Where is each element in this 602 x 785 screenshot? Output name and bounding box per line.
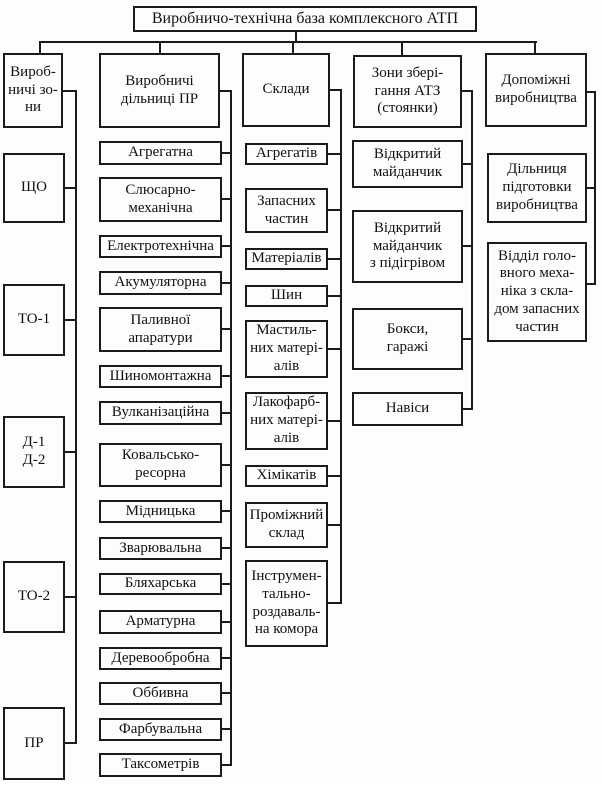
zone-daily-service: ЩО bbox=[3, 153, 65, 223]
section-armature: Арматурна bbox=[99, 610, 222, 634]
connector-line bbox=[586, 283, 594, 285]
connector-line bbox=[292, 42, 294, 53]
connector-line bbox=[327, 524, 340, 526]
connector-line bbox=[221, 583, 230, 585]
connector-line bbox=[221, 764, 230, 766]
connector-line bbox=[327, 348, 340, 350]
warehouse-chemicals: Хімікатів bbox=[245, 465, 328, 487]
section-akumulyatorna: Акумуляторна bbox=[99, 271, 222, 295]
connector-line bbox=[39, 42, 41, 53]
connector-line bbox=[534, 42, 536, 53]
section-tire-mounting: Шиномонтажна bbox=[99, 365, 222, 388]
connector-line bbox=[221, 621, 230, 623]
connector-line bbox=[221, 412, 230, 414]
warehouse-units: Агрегатів bbox=[245, 143, 328, 165]
connector-line bbox=[471, 90, 473, 410]
connector-line bbox=[230, 90, 232, 766]
connector-line bbox=[594, 91, 596, 285]
connector-line bbox=[221, 328, 230, 330]
section-vulcanization: Вулканізаційна bbox=[99, 401, 222, 425]
connector-line bbox=[221, 245, 230, 247]
header-production-zones: Вироб- ничі зо- ни bbox=[3, 53, 63, 128]
zone-to-2: ТО-2 bbox=[3, 561, 65, 633]
warehouse-intermediate: Проміжний склад bbox=[245, 502, 328, 548]
connector-line bbox=[462, 338, 471, 340]
connector-line bbox=[159, 42, 161, 53]
aux-chief-mechanic-dept: Відділ голо- вного меха- ніка з скла- дом запасних частин bbox=[487, 242, 587, 342]
connector-line bbox=[327, 602, 340, 604]
section-coppersmith: Мідницька bbox=[99, 500, 222, 523]
warehouse-materials: Матеріалів bbox=[245, 248, 328, 270]
connector-line bbox=[64, 742, 75, 744]
section-painting: Фарбувальна bbox=[99, 718, 222, 741]
connector-line bbox=[327, 258, 340, 260]
connector-line bbox=[39, 41, 537, 43]
section-elektrotekhnichna: Електротехнічна bbox=[99, 235, 222, 258]
section-fuel-equipment: Паливної апаратури bbox=[99, 307, 222, 352]
warehouse-tires: Шин bbox=[245, 285, 328, 307]
warehouse-paints: Лакофарб- них матері- алів bbox=[245, 392, 328, 450]
connector-line bbox=[462, 408, 471, 410]
connector-line bbox=[64, 187, 75, 189]
zone-to-1: ТО-1 bbox=[3, 284, 65, 356]
connector-line bbox=[221, 547, 230, 549]
connector-line bbox=[221, 375, 230, 377]
storage-boxes-garages: Бокси, гаражі bbox=[352, 308, 463, 370]
connector-line bbox=[64, 451, 75, 453]
node-title: Виробничо-технічна база комплексного АТП bbox=[133, 6, 477, 32]
header-repair-sections: Виробничі дільниці ПР bbox=[99, 53, 220, 128]
section-taximeters: Таксометрів bbox=[99, 753, 222, 777]
connector-line bbox=[64, 596, 75, 598]
storage-open-area-heated: Відкритий майданчик з підігрівом bbox=[352, 210, 463, 283]
connector-line bbox=[586, 187, 594, 189]
section-tinsmith: Бляхарська bbox=[99, 573, 222, 595]
connector-line bbox=[64, 319, 75, 321]
header-storage-zones: Зони збері- гання АТЗ (стоянки) bbox=[353, 55, 462, 128]
connector-line bbox=[75, 90, 77, 744]
connector-line bbox=[327, 420, 340, 422]
storage-sheds: Навіси bbox=[352, 392, 463, 426]
section-agregatna: Агрегатна bbox=[99, 141, 222, 165]
section-slyusarno-mekhanichna: Слюсарно- механічна bbox=[99, 177, 222, 222]
connector-line bbox=[401, 42, 403, 55]
zone-d1-d2: Д-1 Д-2 bbox=[3, 416, 65, 488]
section-forging-spring: Ковальсько- ресорна bbox=[99, 443, 222, 487]
section-upholstery: Оббивна bbox=[99, 682, 222, 705]
warehouse-tool-room: Інструмен- тально- роздаваль- на комора bbox=[245, 560, 328, 647]
warehouse-spare-parts: Запасних частин bbox=[245, 188, 328, 233]
section-welding: Зварювальна bbox=[99, 537, 222, 560]
header-warehouses: Склади bbox=[242, 53, 330, 127]
aux-preparation-section: Дільниця підготовки виробництва bbox=[487, 153, 587, 223]
warehouse-lubricants: Мастиль- них матері- алів bbox=[245, 320, 328, 378]
connector-line bbox=[462, 245, 471, 247]
connector-line bbox=[462, 163, 471, 165]
header-auxiliary-production: Допоміжні виробництва bbox=[485, 53, 587, 127]
connector-line bbox=[221, 692, 230, 694]
connector-line bbox=[221, 198, 230, 200]
connector-line bbox=[221, 510, 230, 512]
connector-line bbox=[221, 152, 230, 154]
connector-line bbox=[221, 282, 230, 284]
zone-pr: ПР bbox=[3, 707, 65, 780]
section-woodworking: Деревообробна bbox=[99, 647, 222, 670]
connector-line bbox=[327, 153, 340, 155]
connector-line bbox=[340, 89, 342, 604]
connector-line bbox=[221, 464, 230, 466]
connector-line bbox=[327, 209, 340, 211]
connector-line bbox=[327, 295, 340, 297]
connector-line bbox=[221, 728, 230, 730]
connector-line bbox=[221, 657, 230, 659]
storage-open-area: Відкритий майданчик bbox=[352, 140, 463, 188]
connector-line bbox=[327, 475, 340, 477]
